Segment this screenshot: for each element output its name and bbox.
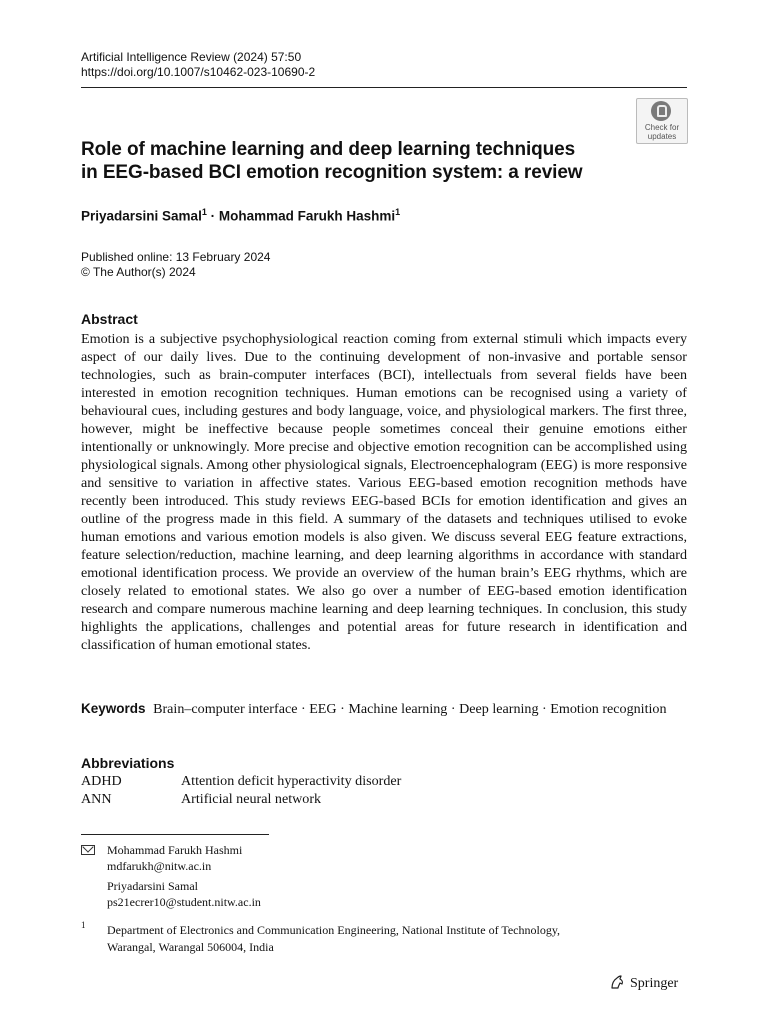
affiliation-number: 1: [81, 920, 86, 930]
author-name[interactable]: Mohammad Farukh Hashmi: [218, 208, 396, 224]
title-line-1: Role of machine learning and deep learning techniques: [81, 139, 576, 160]
abbreviation-row: [81, 790, 321, 808]
keywords-heading: Keywords: [81, 701, 146, 716]
journal-header: [81, 50, 315, 80]
journal-citation: Artificial Intelligence Review (2024) 57:50: [81, 50, 302, 64]
correspondence-1: [107, 842, 242, 874]
abbreviation-term: ADHD: [81, 773, 122, 789]
footnote-rule: [81, 834, 269, 835]
publication-info: [81, 250, 270, 280]
publisher-logo: [609, 974, 678, 992]
springer-horse-icon: [609, 974, 625, 990]
abbreviation-definition: Artificial neural network: [181, 791, 322, 807]
corresponding-author-name: Mohammad Farukh Hashmi: [107, 843, 243, 857]
badge-line-2: updates: [647, 132, 677, 141]
author-separator: ·: [206, 208, 219, 224]
abbreviation-definition: Attention deficit hyperactivity disorder: [181, 773, 402, 789]
abbreviation-term: ANN: [81, 791, 112, 807]
correspondence-2: [107, 878, 261, 910]
bookmark-icon: [651, 101, 671, 121]
author-contact-email[interactable]: ps21ecrer10@student.nitw.ac.in: [107, 895, 261, 909]
keywords-text: Brain–computer interface · EEG · Machine learning · Deep learning · Emotion recognition: [153, 701, 667, 717]
affiliation-marker: 1: [201, 207, 207, 217]
envelope-icon: [81, 845, 95, 855]
abstract-heading: Abstract: [81, 311, 138, 327]
author-contact-name: Priyadarsini Samal: [107, 879, 198, 893]
corresponding-author-email[interactable]: mdfarukh@nitw.ac.in: [107, 859, 212, 873]
header-rule: [81, 87, 687, 88]
affiliation-line-1: Department of Electronics and Communication Engineering, National Institute of Technology,: [107, 923, 561, 937]
copyright: © The Author(s) 2024: [81, 265, 196, 279]
author-name[interactable]: Priyadarsini Samal: [81, 208, 202, 224]
badge-label: [637, 123, 687, 141]
badge-line-1: Check for: [644, 123, 680, 132]
keywords: [81, 700, 687, 718]
abstract-text: Emotion is a subjective psychophysiological reaction coming from external stimuli which impacts every aspect of our daily lives. Due to the continuing development of non-invasive and portable sensor technologies, such as brain-computer interfaces (BCI), intellectuals from several fields have been interested in emotion recognition techniques. Human emotions can be recognised using a variety of behavioural cues, including gestures and body language, voice, and physiological markers. The first three, however, might be ineffective because people sometimes conceal their genuine emotions either intentionally or unknowingly. More precise and objective emotion recognition can be accomplished using physiological signals. Among other physiological signals, Electroencephalogram (EEG) is more responsive and sensitive to variation in affective states. Various EEG-based emotion recognition methods have recently been introduced. This study reviews EEG-based BCIs for emotion identification and gives an outline of the progress made in this field. A summary of the datasets and techniques utilised to evoke human emotions and various emotion models is also given. We discuss several EEG feature extractions, feature selection/reduction, machine learning, and deep learning algorithms in accordance with standard emotional identification process. We provide an overview of the human brain’s EEG rhythms, which are closely related to emotional states. We also go over a number of EEG-based emotion identification research and compare numerous machine learning and deep learning techniques. In conclusion, this study highlights the applications, challenges and potential areas for future research in identification and classification of human emotional states.: [81, 331, 687, 653]
abbreviation-row: [81, 772, 401, 790]
published-date: Published online: 13 February 2024: [81, 250, 271, 264]
doi-link[interactable]: https://doi.org/10.1007/s10462-023-10690-2: [81, 65, 316, 79]
publisher-name: Springer: [630, 976, 679, 991]
title-line-2: in EEG-based BCI emotion recognition system: a review: [81, 162, 583, 183]
affiliation-line-2: Warangal, Warangal 506004, India: [107, 940, 274, 954]
check-for-updates-badge[interactable]: [636, 98, 688, 144]
abbreviations-heading: Abbreviations: [81, 755, 175, 771]
paper-title: [81, 138, 621, 184]
affiliation: [107, 922, 667, 956]
affiliation-marker: 1: [395, 207, 401, 217]
author-list: [81, 207, 400, 224]
